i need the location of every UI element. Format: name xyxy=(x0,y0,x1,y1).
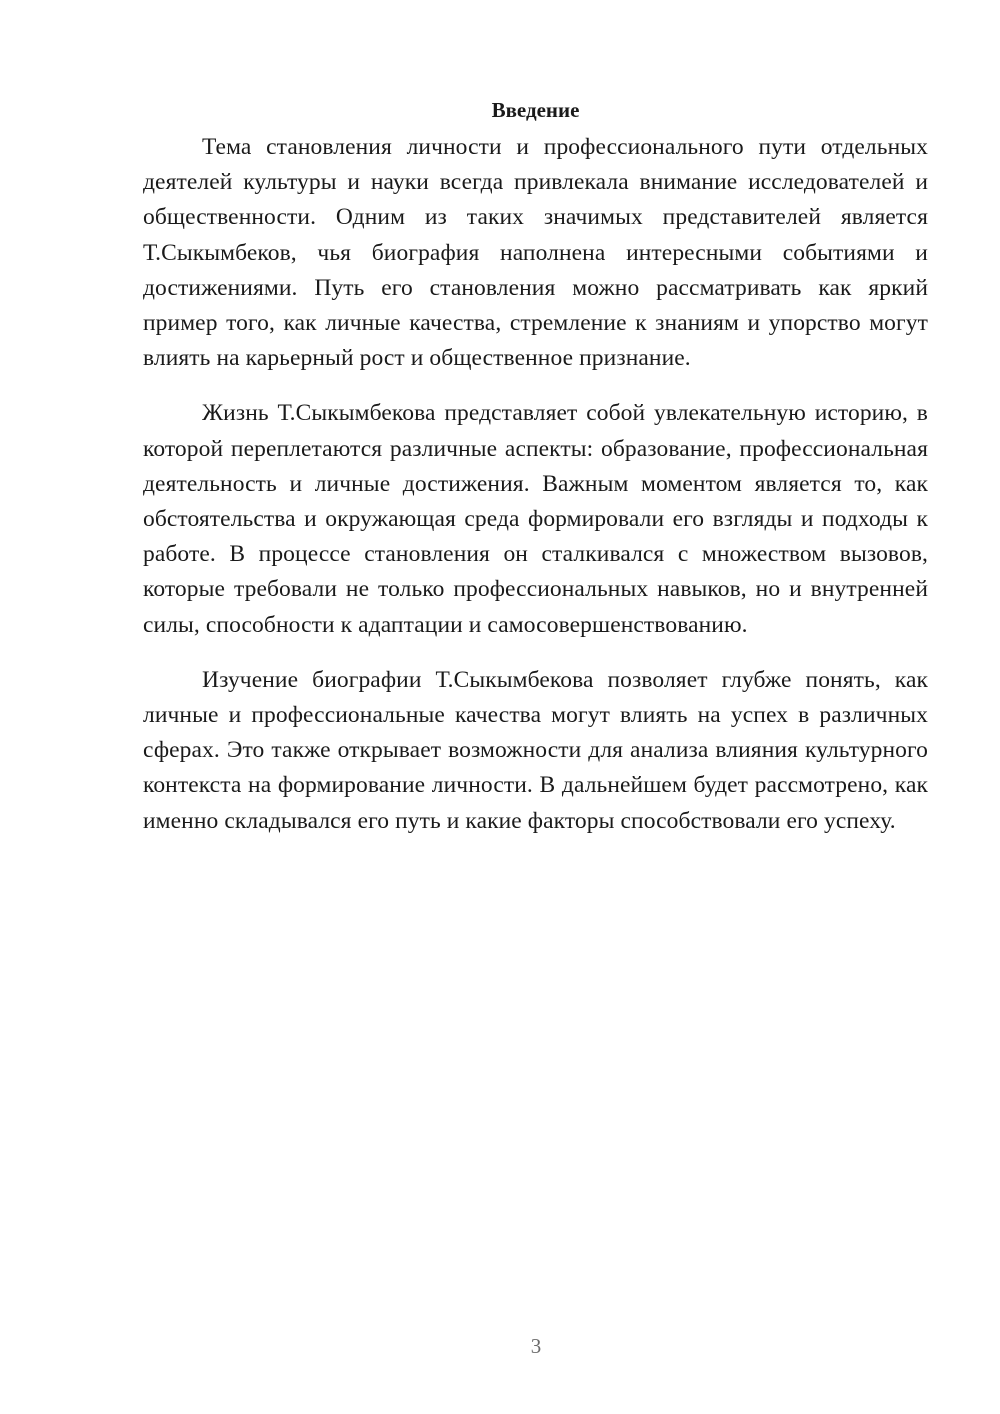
page-content xyxy=(143,94,928,859)
section-heading: Введение xyxy=(491,98,580,122)
page-number: 3 xyxy=(530,1334,542,1358)
paragraph-2: Жизнь Т.Сыкымбекова представляет собой увлекательную историю, в которой переплетаются различные аспекты: образование, профессиональная деятельность и личные достижения. Важным моментом является то, как обстоятельства и окружающая среда формировали его взгляды и подходы к работе. В процессе становления он сталкивался с множеством вызовов, которые требовали не только профессиональных навыков, но и внутренней силы, способности к адаптации и самосовершенствованию. xyxy=(143,400,928,638)
paragraph-3: Изучение биографии Т.Сыкымбекова позволяет глубже понять, как личные и профессиональные качества могут влиять на успех в различных сферах. Это также открывает возможности для анализа влияния культурного контекста на формирование личности. В дальнейшем будет рассмотрено, как именно складывался его путь и какие факторы способствовали его успеху. xyxy=(143,666,928,834)
paragraph-1: Тема становления личности и профессионального пути отдельных деятелей культуры и науки всегда привлекала внимание исследователей и общественности. Одним из таких значимых представителей является Т.Сыкымбеков, чья биография наполнена интересными событиями и достижениями. Путь его становления можно рассматривать как яркий пример того, как личные качества, стремление к знаниям и упорство могут влиять на карьерный рост и общественное признание. xyxy=(143,134,928,372)
